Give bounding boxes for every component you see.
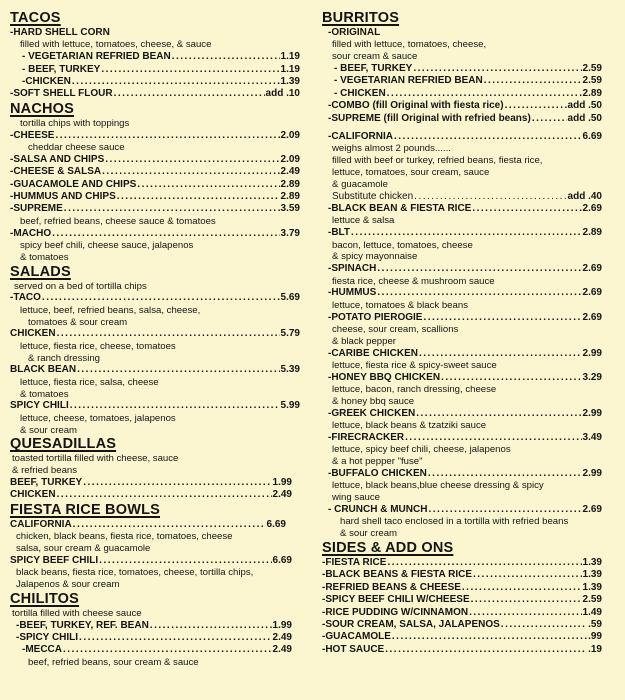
menu-item-hard-shell — [10, 27, 300, 39]
menu-item-nacho-hummus — [10, 191, 300, 203]
item-name: Substitute chicken — [332, 190, 414, 202]
item-desc: & guacamole — [332, 178, 388, 190]
item-name: -SOUR CREAM, SALSA, JALAPENOS — [322, 619, 500, 631]
section-title-sides: SIDES & ADD ONS — [322, 540, 454, 557]
leader-dots — [419, 348, 582, 360]
item-price: 1.19 — [280, 63, 300, 75]
item-name: - VEGETARIAN REFRIED BEAN — [334, 75, 483, 87]
item-name: CHICKEN — [10, 328, 56, 340]
leader-dots — [484, 75, 582, 87]
item-name: -SOFT SHELL FLOUR — [10, 88, 113, 100]
item-price: 1.39 — [582, 569, 602, 581]
item-desc: fiesta rice, cheese & mushroom sauce — [332, 275, 495, 287]
menu-item-quesadilla-beef — [10, 477, 292, 489]
item-name: -RICE PUDDING W/CINNAMON — [322, 606, 469, 618]
menu-item-firecracker — [322, 432, 602, 444]
leader-dots — [416, 408, 581, 420]
item-name: CALIFORNIA — [10, 518, 72, 530]
item-desc: & sour cream — [340, 528, 398, 540]
item-name: - BEEF, TURKEY — [334, 63, 413, 74]
leader-dots — [63, 644, 272, 656]
menu-item-nacho-cheese-salsa — [10, 166, 300, 178]
section-desc: served on a bed of tortilla chips — [14, 280, 147, 292]
item-price: 2.99 — [582, 347, 602, 359]
leader-dots — [377, 287, 581, 299]
menu-item-side-chili — [322, 594, 602, 606]
item-name: -SPICY CHILI — [16, 632, 79, 644]
item-desc: & tomatoes — [20, 251, 69, 263]
menu-item-bowl-california — [10, 519, 286, 531]
item-price: 2.49 — [272, 632, 292, 644]
menu-item-crunch-munch — [322, 504, 602, 516]
item-desc: lettuce & salsa — [332, 215, 395, 227]
item-price: 2.69 — [582, 504, 602, 516]
item-name: -GUACAMOLE AND CHIPS — [10, 178, 137, 190]
item-desc: & spicy mayonnaise — [332, 251, 418, 263]
item-desc: lettuce, black beans & tzatziki sauce — [332, 420, 487, 432]
item-name: BEEF, TURKEY — [10, 477, 83, 489]
item-price: 3.29 — [582, 371, 602, 383]
item-name: -BEEF, TURKEY, REF. BEAN — [16, 619, 149, 631]
section-title-chilitos: CHILITOS — [10, 590, 80, 607]
menu-item-buffalo — [322, 468, 602, 480]
menu-item-blt — [322, 227, 602, 239]
item-price: 5.39 — [280, 364, 300, 376]
menu-item-guacamole — [322, 631, 602, 643]
leader-dots — [428, 504, 581, 516]
item-price: 1.39 — [280, 76, 300, 88]
item-name: -CALIFORNIA — [328, 131, 393, 143]
item-desc: lettuce, fiesta rice, salsa, cheese — [20, 376, 159, 388]
item-price: 5.99 — [280, 400, 300, 412]
item-name: -GREEK CHICKEN — [328, 407, 416, 419]
leader-dots — [83, 477, 271, 489]
item-name: - VEGETARIAN REFRIED BEAN — [22, 51, 171, 63]
item-name: -SUPREME — [10, 203, 63, 215]
item-name: SPICY BEEF CHILI — [10, 554, 99, 566]
section-desc: tortilla chips with toppings — [20, 117, 130, 129]
leader-dots — [392, 631, 587, 643]
item-desc: cheddar cheese sauce — [28, 142, 125, 154]
item-desc: filled with lettuce, tomatoes, cheese, — [332, 39, 487, 51]
item-desc: tomatoes & sour cream — [28, 316, 128, 328]
leader-dots — [387, 88, 582, 100]
item-desc: spicy beef chili, cheese sauce, jalapenos — [20, 240, 194, 252]
menu-item-honey-bbq — [322, 372, 602, 384]
leader-dots — [79, 632, 271, 644]
item-desc: lettuce, black beans,blue cheese dressing & spicy — [332, 480, 544, 492]
menu-item-burrito-veg — [322, 75, 602, 87]
menu-item-burrito-chicken — [322, 88, 602, 100]
menu-item-bowl-chili — [10, 555, 292, 567]
item-price: 3.59 — [280, 203, 300, 215]
item-desc: lettuce, bacon, ranch dressing, cheese — [332, 384, 497, 396]
item-price: 5.79 — [280, 328, 300, 340]
menu-item-bb-rice — [322, 569, 602, 581]
item-price: add .50 — [567, 100, 602, 112]
item-price: 2.89 — [280, 191, 300, 203]
leader-dots — [72, 76, 280, 88]
leader-dots — [351, 227, 582, 239]
item-price: .59 — [588, 619, 602, 631]
item-price: 2.99 — [582, 468, 602, 480]
item-price: 2.69 — [582, 311, 602, 323]
item-desc: lettuce, cheese, tomatoes, jalapenos — [20, 412, 176, 424]
item-name: -HONEY BBQ CHICKEN — [328, 371, 441, 383]
leader-dots — [105, 154, 279, 166]
menu-item-hummus — [322, 287, 602, 299]
item-desc: & black pepper — [332, 335, 396, 347]
leader-dots — [473, 569, 582, 581]
item-desc: & a hot pepper "fuse" — [332, 456, 423, 468]
section-title-tacos: TACOS — [10, 10, 61, 26]
item-name: -CHEESE & SALSA — [10, 166, 102, 178]
menu-item-caribe — [322, 348, 602, 360]
leader-dots — [150, 620, 272, 632]
item-name: -SPICY BEEF CHILI W/CHEESE — [322, 594, 470, 606]
item-price: .99 — [588, 631, 602, 643]
item-name: -REFRIED BEANS & CHEESE — [322, 581, 461, 593]
leader-dots — [387, 557, 581, 569]
item-price: 1.39 — [582, 557, 602, 569]
menu-item-nacho-guac — [10, 179, 300, 191]
item-desc: bacon, lettuce, tomatoes, cheese — [332, 239, 473, 251]
item-price: 2.89 — [582, 87, 602, 99]
right-column — [322, 10, 602, 656]
leader-dots — [57, 489, 272, 501]
menu-item-nacho-cheese — [10, 130, 300, 142]
menu-item-california — [322, 131, 602, 143]
menu-item-pierogie — [322, 312, 602, 324]
item-price: 6.69 — [266, 518, 286, 530]
item-price: 2.49 — [272, 489, 292, 501]
item-price: 1.19 — [280, 51, 300, 63]
menu-item-chilito-beef — [10, 620, 292, 632]
item-price: add .10 — [265, 88, 300, 100]
item-name: -CHICKEN — [22, 76, 71, 88]
section-desc: toasted tortilla filled with cheese, sauce — [12, 453, 179, 465]
leader-dots — [137, 179, 279, 191]
leader-dots — [471, 594, 582, 606]
leader-dots — [532, 113, 567, 125]
item-desc: filled with lettuce, tomatoes, cheese, & sauce — [20, 39, 212, 51]
menu-item-taco-chicken — [10, 76, 300, 88]
leader-dots — [57, 328, 280, 340]
item-desc: beef, refried beans, cheese sauce & tomatoes — [20, 215, 216, 227]
leader-dots — [377, 263, 581, 275]
item-name: -BLACK BEANS & FIESTA RICE — [322, 569, 472, 581]
menu-item-nacho-salsa — [10, 154, 300, 166]
menu-item-substitute — [322, 191, 602, 203]
leader-dots — [172, 51, 280, 63]
item-desc: lettuce, spicy beef chili, cheese, jalapenos — [332, 444, 511, 456]
menu-item-salad-black-bean — [10, 364, 300, 376]
menu-item-black-bean — [322, 203, 602, 215]
item-name: -MACHO — [10, 227, 52, 239]
menu-item-quesadilla-chicken — [10, 489, 292, 501]
item-name: -FIESTA RICE — [322, 557, 387, 569]
item-desc: & tomatoes — [20, 388, 69, 400]
item-desc: hard shell taco enclosed in a tortilla with refried beans — [340, 516, 569, 528]
leader-dots — [441, 372, 581, 384]
item-name: - BEEF, TURKEY — [22, 63, 101, 75]
menu-item-salad-taco — [10, 292, 300, 304]
section-title-nachos: NACHOS — [10, 100, 75, 117]
menu-item-rice-pudding — [322, 607, 602, 619]
item-price: 2.49 — [280, 166, 300, 178]
item-price: 2.69 — [582, 287, 602, 299]
item-name: -COMBO (fill Original with fiesta rice) — [328, 100, 504, 112]
leader-dots — [73, 519, 266, 531]
item-desc: & sour cream — [20, 424, 78, 436]
menu-item-salad-chicken — [10, 328, 300, 340]
menu-item-combo — [322, 100, 602, 112]
leader-dots — [423, 312, 581, 324]
item-desc: cheese, sour cream, scallions — [332, 324, 459, 336]
leader-dots — [413, 63, 581, 75]
item-price: 2.59 — [582, 63, 602, 74]
menu-item-sour-cream — [322, 619, 602, 631]
leader-dots — [505, 100, 567, 112]
leader-dots — [469, 607, 581, 619]
item-price: add .40 — [567, 190, 602, 202]
leader-dots — [462, 582, 582, 594]
left-column — [10, 10, 300, 669]
item-price: 1.49 — [582, 606, 602, 618]
item-desc: Jalapenos & sour cream — [16, 579, 120, 591]
menu-item-salad-chili — [10, 400, 300, 412]
item-name: -HOT SAUCE — [322, 643, 385, 655]
leader-dots — [77, 364, 279, 376]
leader-dots — [42, 292, 280, 304]
leader-dots — [70, 400, 280, 412]
item-price: 2.89 — [280, 178, 300, 190]
item-name: - CRUNCH & MUNCH — [328, 504, 428, 516]
leader-dots — [114, 88, 265, 100]
menu-item-nacho-macho — [10, 228, 300, 240]
item-name: CHICKEN — [10, 489, 56, 501]
leader-dots — [102, 166, 279, 178]
item-desc: filled with beef or turkey, refried beans, fiesta rice, — [332, 155, 543, 167]
leader-dots — [101, 64, 279, 76]
menu-item-greek — [322, 408, 602, 420]
menu-item-taco-veg — [10, 51, 300, 63]
item-desc: lettuce, beef, refried beans, salsa, cheese, — [20, 304, 201, 316]
leader-dots — [99, 555, 271, 567]
menu-item-fiesta-rice — [322, 557, 602, 569]
leader-dots — [55, 130, 279, 142]
item-price: .19 — [588, 643, 602, 655]
menu-item-supreme — [322, 113, 602, 125]
item-desc: lettuce, fiesta rice, cheese, tomatoes — [20, 340, 176, 352]
menu-item-nacho-supreme — [10, 203, 300, 215]
item-desc: salsa, sour cream & guacamole — [16, 543, 151, 555]
item-price: 1.39 — [582, 581, 602, 593]
leader-dots — [414, 191, 566, 203]
item-desc: lettuce, fiesta rice & spicy-sweet sauce — [332, 360, 497, 372]
item-name: -SPINACH — [328, 263, 377, 275]
section-title-quesadillas: QUESADILLAS — [10, 436, 117, 453]
item-price: 2.09 — [280, 153, 300, 165]
item-price: 6.69 — [272, 554, 292, 566]
item-price: 2.59 — [582, 75, 602, 87]
item-name: -HUMMUS AND CHIPS — [10, 191, 116, 203]
item-price: 1.99 — [272, 477, 292, 489]
menu-item-soft-shell — [10, 88, 300, 100]
leader-dots — [52, 228, 279, 240]
leader-dots — [117, 191, 280, 203]
leader-dots — [501, 619, 587, 631]
item-price: 5.69 — [280, 292, 300, 304]
leader-dots — [405, 432, 581, 444]
menu-item-taco-beef — [10, 64, 300, 76]
item-desc: sour cream & sauce — [332, 51, 418, 63]
item-name: -SALSA AND CHIPS — [10, 153, 105, 165]
leader-dots — [394, 131, 582, 143]
leader-dots — [385, 644, 587, 656]
section-desc: tortilla filled with cheese sauce — [12, 607, 142, 619]
item-price: 6.69 — [582, 131, 602, 143]
item-name: -SUPREME (fill Original with refried beans) — [328, 112, 531, 124]
item-name: -MECCA — [22, 644, 62, 656]
item-name: -BLT — [328, 227, 351, 239]
menu-item-chilito-chili — [10, 632, 292, 644]
menu-item-refried-cheese — [322, 582, 602, 594]
item-name: -CARIBE CHICKEN — [328, 347, 418, 359]
item-desc: wing sauce — [332, 492, 380, 504]
item-price: 2.89 — [582, 227, 602, 239]
item-name: -TACO — [10, 292, 41, 304]
item-name: -GUACAMOLE — [322, 631, 391, 643]
item-price: 2.49 — [272, 644, 292, 656]
item-name: -BLACK BEAN & FIESTA RICE — [328, 203, 472, 215]
item-price: 1.99 — [272, 619, 292, 631]
section-title-salads: SALADS — [10, 263, 71, 280]
item-name: BLACK BEAN — [10, 364, 77, 376]
item-name: - CHICKEN — [334, 87, 386, 99]
menu-item-original — [322, 27, 602, 39]
menu-item-burrito-beef — [322, 63, 602, 75]
item-name: -CHEESE — [10, 129, 55, 141]
section-desc: & refried beans — [12, 465, 78, 477]
item-price: 2.59 — [582, 594, 602, 606]
item-name: -ORIGINAL — [328, 27, 381, 38]
menu-item-hot-sauce — [322, 644, 602, 656]
item-name: -BUFFALO CHICKEN — [328, 468, 427, 480]
item-name: -FIRECRACKER — [328, 432, 405, 444]
section-title-rice-bowls: FIESTA RICE BOWLS — [10, 501, 161, 518]
item-desc: weighs almost 2 pounds...... — [332, 143, 451, 155]
item-desc: lettuce, tomatoes, sour cream, sauce — [332, 167, 490, 179]
menu-item-spinach — [322, 263, 602, 275]
item-desc: black beans, fiesta rice, tomatoes, cheese, tortilla chips, — [16, 567, 254, 579]
item-name: -HARD SHELL CORN — [10, 27, 110, 38]
item-desc: & ranch dressing — [28, 352, 100, 364]
item-price: 2.69 — [582, 203, 602, 215]
item-desc: beef, refried beans, sour cream & sauce — [28, 656, 199, 668]
item-price: add .50 — [567, 112, 602, 124]
item-price: 2.69 — [582, 263, 602, 275]
item-name: SPICY CHILI — [10, 400, 69, 412]
leader-dots — [472, 203, 581, 215]
item-price: 3.79 — [280, 227, 300, 239]
item-desc: chicken, black beans, fiesta rice, tomatoes, cheese — [16, 531, 233, 543]
item-desc: & honey bbq sauce — [332, 396, 415, 408]
item-name: -HUMMUS — [328, 287, 377, 299]
item-desc: lettuce, tomatoes & black beans — [332, 299, 468, 311]
section-title-burritos: BURRITOS — [322, 10, 400, 26]
item-price: 3.49 — [582, 432, 602, 444]
leader-dots — [428, 468, 582, 480]
leader-dots — [64, 203, 280, 215]
item-name: -POTATO PIEROGIE — [328, 311, 423, 323]
menu-item-chilito-mecca — [10, 644, 292, 656]
item-price: 2.09 — [280, 129, 300, 141]
item-price: 2.99 — [582, 407, 602, 419]
